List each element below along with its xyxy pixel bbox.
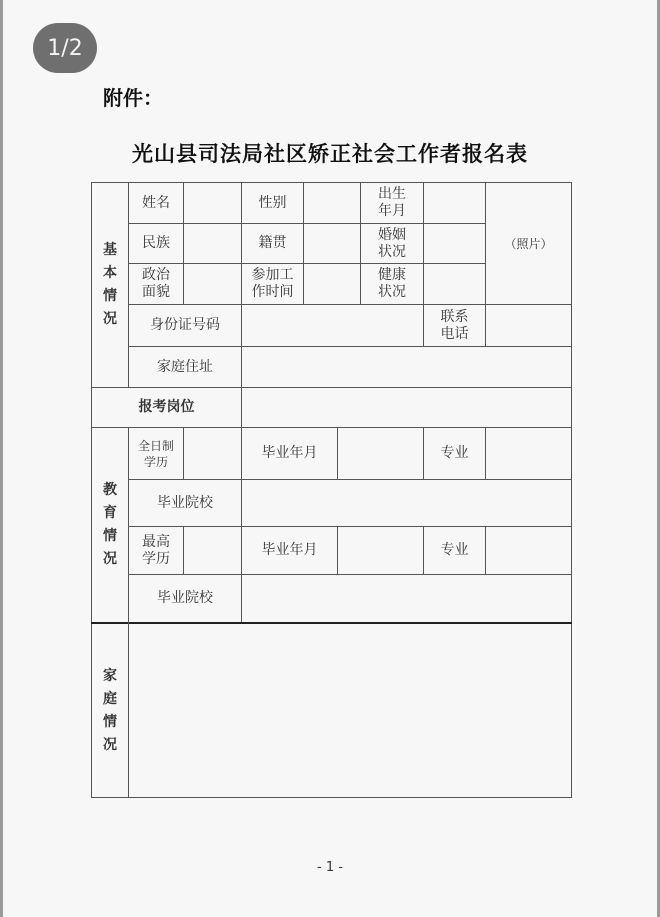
- page-number: - 1 -: [317, 860, 343, 875]
- field-gender[interactable]: [304, 183, 360, 223]
- field-highest-education[interactable]: [184, 527, 241, 574]
- photo-placeholder[interactable]: （照片）: [504, 236, 553, 251]
- section-label-family: 家 庭 情 况: [103, 667, 117, 753]
- table-border-right: [571, 182, 572, 798]
- label-political-status: 政治 面貌: [142, 267, 170, 300]
- attachment-label: 附件：: [103, 86, 163, 110]
- label-school-2: 毕业院校: [157, 590, 213, 606]
- field-marital-status[interactable]: [424, 224, 485, 263]
- label-phone: 联系 电话: [440, 308, 469, 342]
- field-phone[interactable]: [486, 305, 571, 346]
- label-graduation-date-2: 毕业年月: [261, 542, 318, 558]
- field-applied-position[interactable]: [242, 388, 571, 427]
- label-name: 姓名: [142, 194, 170, 211]
- label-graduation-date-1: 毕业年月: [261, 445, 318, 461]
- label-id-number: 身份证号码: [150, 317, 220, 333]
- field-school-2[interactable]: [242, 575, 571, 622]
- label-fulltime-education: 全日制 学历: [137, 438, 174, 469]
- label-ethnicity: 民族: [142, 235, 170, 251]
- field-major-1[interactable]: [486, 428, 571, 479]
- section-label-basic-info: 基 本 情 况: [103, 242, 117, 327]
- label-birth-date: 出生 年月: [378, 186, 406, 219]
- label-school-1: 毕业院校: [157, 494, 213, 511]
- field-family-info[interactable]: [129, 624, 571, 797]
- field-fulltime-education[interactable]: [184, 428, 241, 479]
- label-health-status: 健康 状况: [378, 267, 406, 300]
- field-name[interactable]: [184, 183, 241, 223]
- label-work-start-date: 参加工 作时间: [251, 267, 294, 300]
- field-political-status[interactable]: [184, 264, 241, 304]
- label-major-1: 专业: [440, 445, 469, 461]
- field-native-place[interactable]: [304, 224, 360, 263]
- label-applied-position: 报考岗位: [138, 399, 195, 415]
- label-marital-status: 婚姻 状况: [378, 226, 406, 260]
- field-graduation-date-1[interactable]: [338, 428, 423, 479]
- field-ethnicity[interactable]: [184, 224, 241, 263]
- field-school-1[interactable]: [242, 480, 571, 526]
- form-title: 光山县司法局社区矫正社会工作者报名表: [132, 141, 528, 166]
- label-native-place: 籍贯: [258, 235, 287, 251]
- field-major-2[interactable]: [486, 527, 571, 574]
- field-birth-date[interactable]: [424, 183, 485, 223]
- field-id-number[interactable]: [242, 305, 423, 346]
- field-graduation-date-2[interactable]: [338, 527, 423, 574]
- label-address: 家庭住址: [157, 358, 213, 375]
- label-highest-education: 最高 学历: [142, 533, 170, 567]
- field-address[interactable]: [242, 347, 571, 387]
- field-health-status[interactable]: [424, 264, 485, 304]
- field-work-start-date[interactable]: [304, 264, 360, 304]
- label-major-2: 专业: [440, 542, 469, 558]
- table-border-bottom: [91, 797, 572, 798]
- page-indicator[interactable]: 1/2: [33, 23, 97, 73]
- section-label-education: 教 育 情 况: [103, 482, 117, 567]
- label-gender: 性别: [258, 194, 287, 211]
